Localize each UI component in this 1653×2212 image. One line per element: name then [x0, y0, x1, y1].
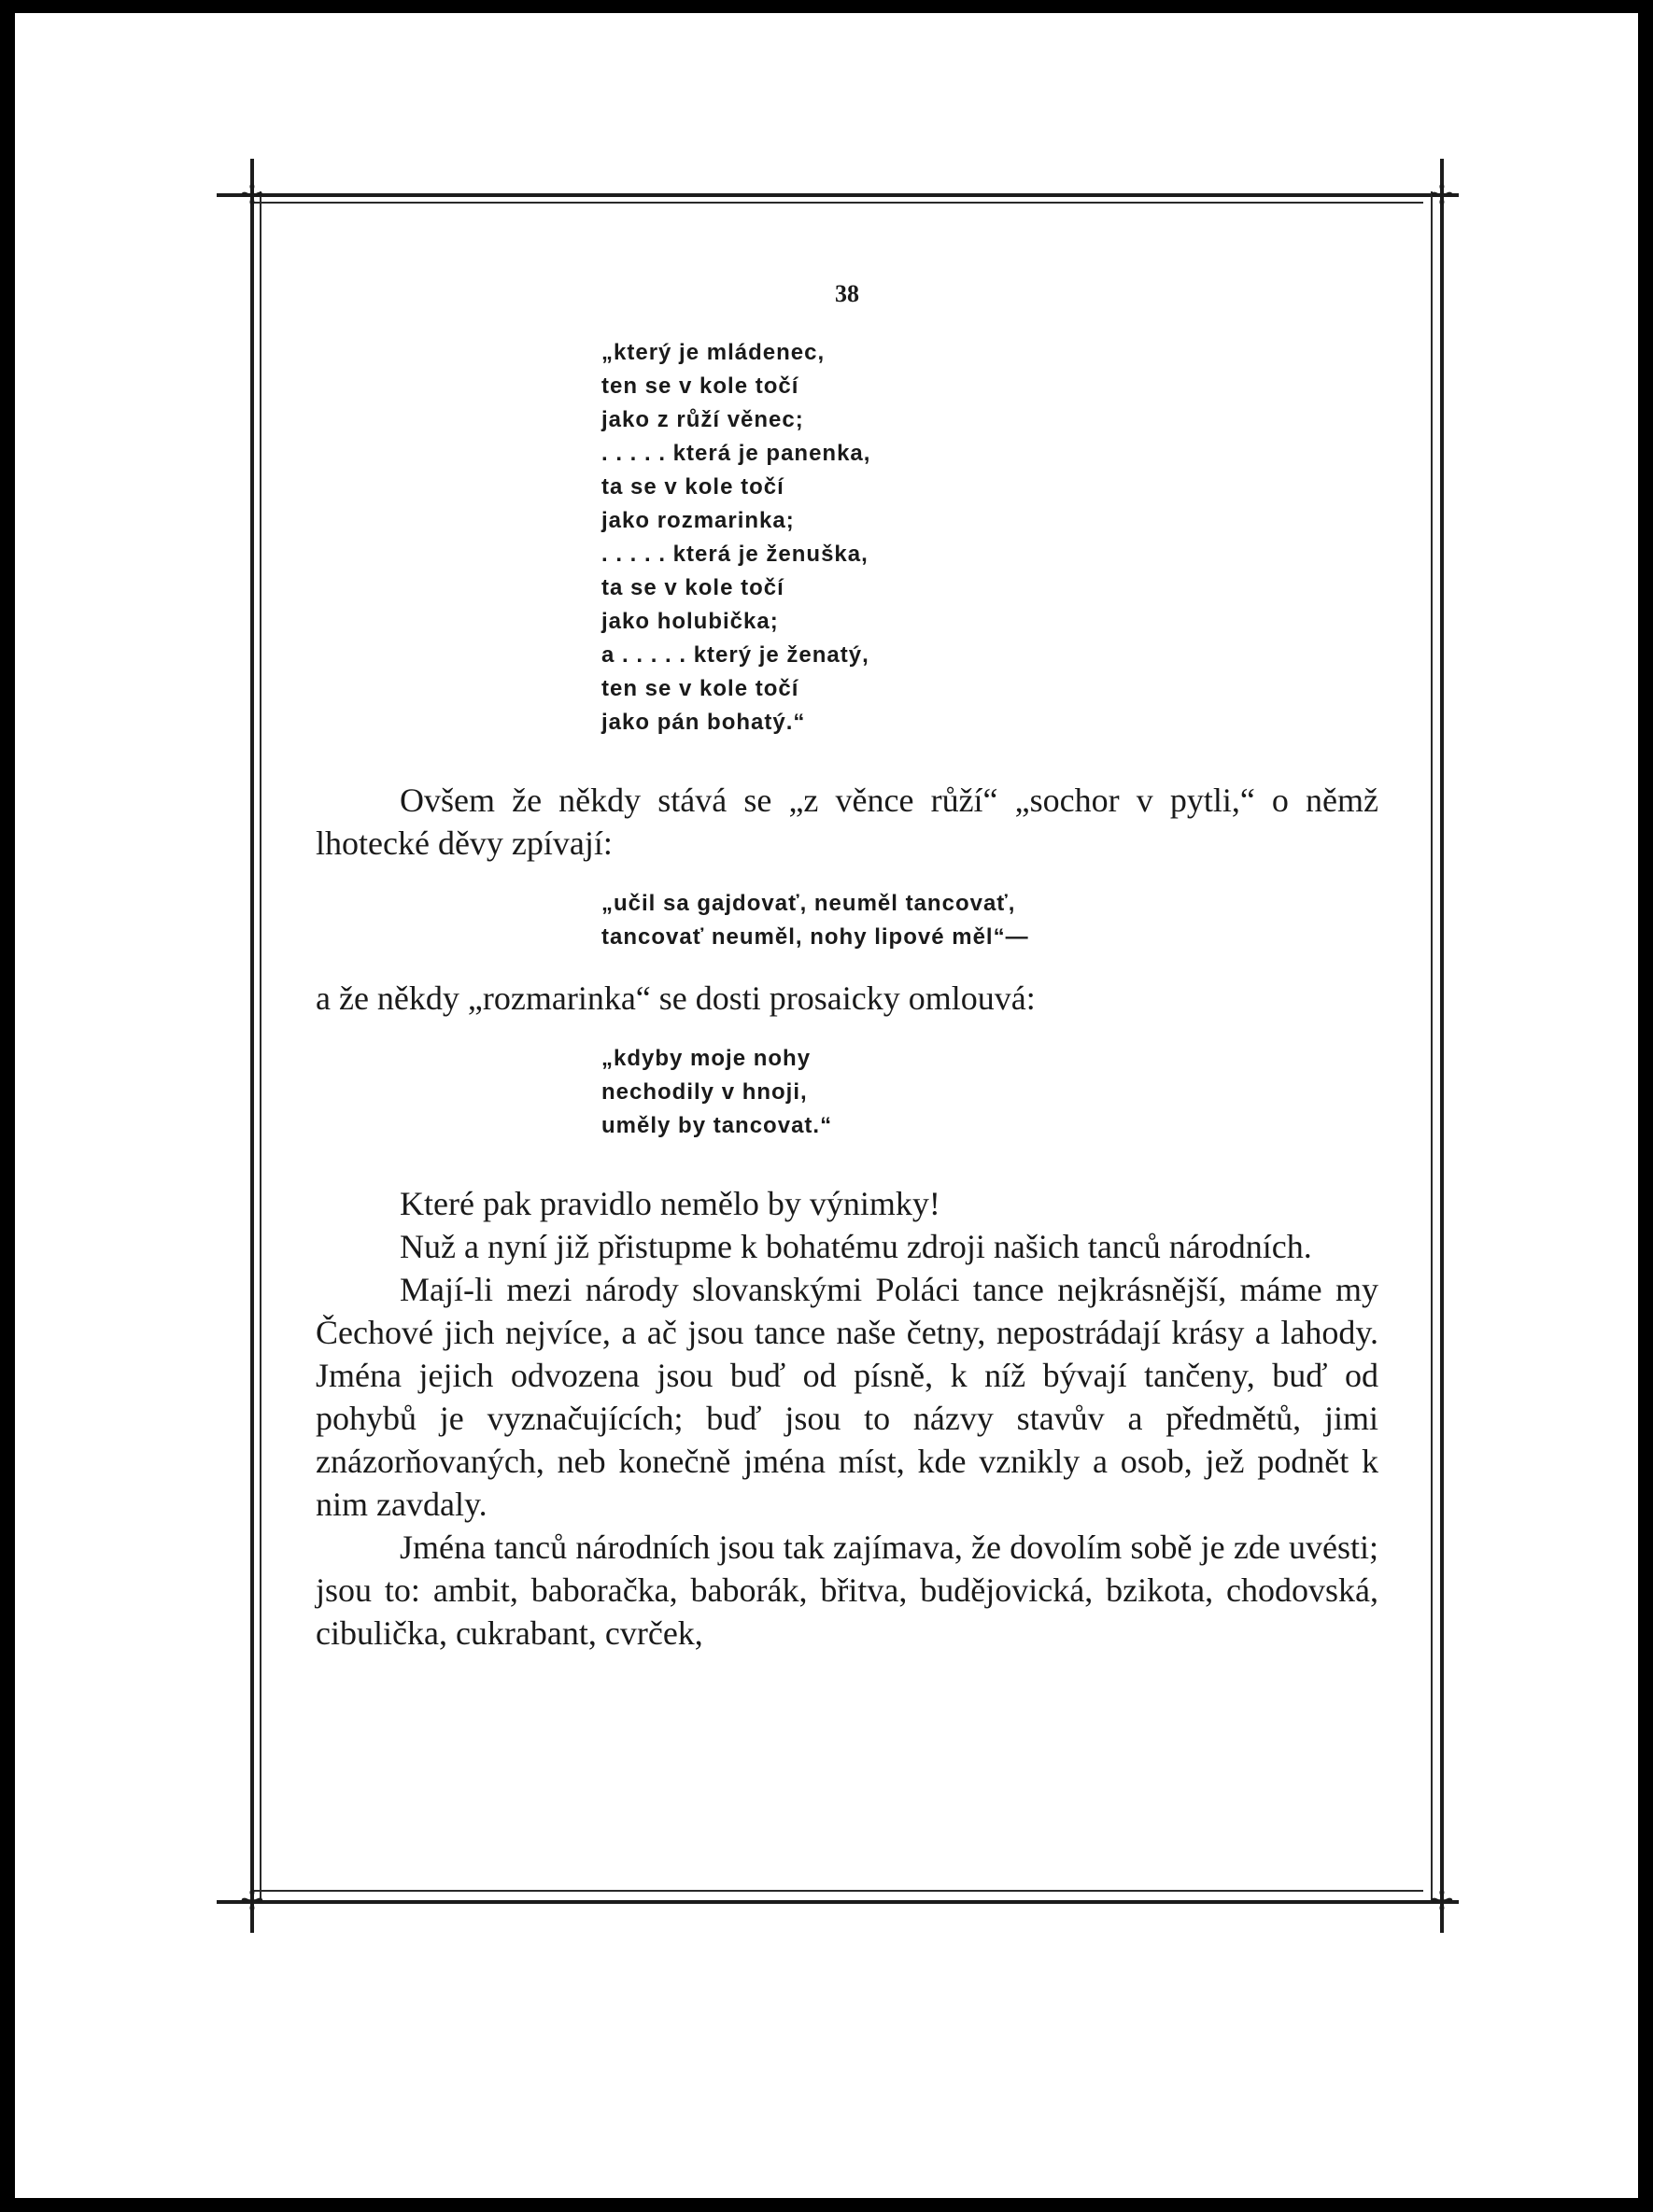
corner-ornament-top-right-icon: ✢	[1430, 179, 1454, 212]
scan-border-top	[0, 0, 1653, 13]
verse-line: „učil sa gajdovať, neuměl tancovať,	[601, 891, 1016, 916]
scan-border-bottom	[0, 2198, 1653, 2212]
verse-line: uměly by tancovat.“	[601, 1113, 833, 1138]
verse-line: jako holubička;	[601, 609, 779, 634]
verse-line: tancovať neuměl, nohy lipové měl“—	[601, 924, 1029, 950]
paragraph: Jména tanců národních jsou tak zajímava, že dovolím sobě je zde uvésti; jsou to: ambit, baboračka, baborák, břitva, budějovická, bzikota, chodovská, cibulička, cukrabant, cvrček,	[316, 1529, 1378, 1652]
verse-line: a . . . . . který je ženatý,	[601, 642, 869, 668]
verse-line: . . . . . která je ženuška,	[601, 542, 869, 567]
verse-line: ten se v kole točí	[601, 676, 799, 701]
corner-ornament-top-left-icon: ✢	[240, 179, 264, 212]
page-content	[316, 280, 1378, 1655]
page-number: 38	[835, 280, 859, 307]
frame-left-inner-rule	[260, 191, 261, 1900]
frame-right-inner-rule	[1431, 191, 1433, 1900]
verse-line: jako z růží věnec;	[601, 407, 804, 432]
paragraph: Mají-li mezi národy slovanskými Poláci tance nejkrásnější, máme my Čechové jich nejvíce, a ač jsou tance naše četny, nepostrádají krásy a lahody. Jména jejich odvozena jsou buď od písně, k níž bývají tančeny, buď od pohybů je vyznačujících; buď jsou to názvy stavův a předmětů, jimi znázorňovaných, neb konečně jména míst, kde vznikly a osob, jež podnět k nim zavdaly.	[316, 1271, 1378, 1523]
body-text	[316, 977, 1378, 1020]
verse-block-3	[601, 1042, 1378, 1143]
paragraph: Které pak pravidlo nemělo by výnimky!	[400, 1185, 940, 1222]
verse-line: nechodily v hnoji,	[601, 1079, 808, 1105]
scan-border-right	[1638, 0, 1653, 2212]
verse-line: „kdyby moje nohy	[601, 1046, 812, 1071]
verse-block-2	[601, 887, 1378, 954]
verse-line: ten se v kole točí	[601, 373, 799, 399]
verse-line: ta se v kole točí	[601, 474, 784, 500]
scan-border-left	[0, 0, 15, 2212]
verse-line: jako rozmarinka;	[601, 508, 795, 533]
paragraph: a že někdy „rozmarinka“ se dosti prosaicky omlouvá:	[316, 979, 1036, 1017]
verse-line: jako pán bohatý.“	[601, 710, 806, 735]
frame-bottom-inner-rule	[252, 1890, 1423, 1892]
frame-top-rule	[217, 193, 1459, 197]
verse-line: . . . . . která je panenka,	[601, 441, 871, 466]
verse-line: ta se v kole točí	[601, 575, 784, 600]
paragraph: Ovšem že někdy stává se „z věnce růží“ „sochor v pytli,“ o němž lhotecké děvy zpívají:	[316, 782, 1378, 862]
frame-top-inner-rule	[252, 202, 1423, 204]
verse-line: „který je mládenec,	[601, 340, 826, 365]
corner-ornament-bottom-right-icon: ✢	[1430, 1885, 1454, 1918]
frame-left-rule	[250, 159, 254, 1933]
frame-bottom-rule	[217, 1900, 1459, 1904]
paragraph: Nuž a nyní již přistupme k bohatému zdroji našich tanců národních.	[400, 1228, 1312, 1265]
frame-right-rule	[1440, 159, 1444, 1933]
verse-block-1	[601, 336, 1378, 740]
corner-ornament-bottom-left-icon: ✢	[240, 1885, 264, 1918]
body-text	[316, 779, 1378, 865]
body-text	[316, 1182, 1378, 1655]
